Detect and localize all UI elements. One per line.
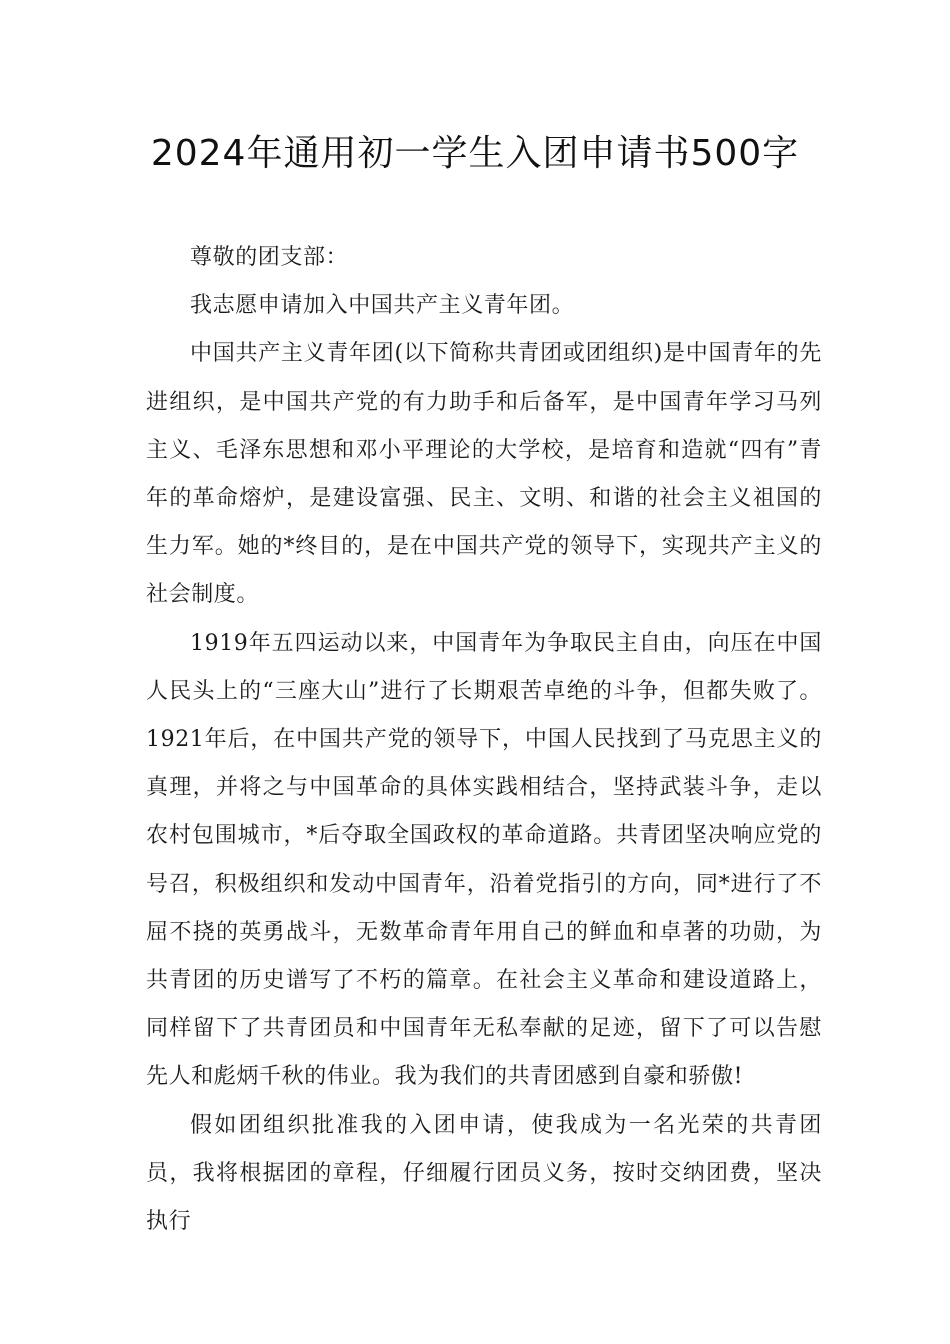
document-title: 2024年通用初一学生入团申请书500字 [150, 133, 800, 174]
paragraph-history: 1919年五四运动以来，中国青年为争取民主自由，向压在中国人民头上的“三座大山”进行了长期艰苦卓绝的斗争，但都失败了。1921年后，在中国共产党的领导下，中国人民找到了马克思主义的真理，并将之与中国革命的具体实践相结合，坚持武装斗争，走以农村包围城市，*后夺取全国政权的革命道路。共青团坚决响应党的号召，积极组织和发动中国青年，沿着党指引的方向，同*进行了不屈不挠的英勇战斗，无数革命青年用自己的鲜血和卓著的功勋，为共青团的历史谱写了不朽的篇章。在社会主义革命和建设道路上，同样留下了共青团员和中国青年无私奉献的足迹，留下了可以告慰先人和彪炳千秋的伟业。我为我们的共青团感到自豪和骄傲! [146, 630, 822, 1090]
document-body [146, 234, 822, 1246]
paragraph-application: 我志愿申请加入中国共产主义青年团。 [190, 293, 575, 319]
paragraph-commitment: 假如团组织批准我的入团申请，使我成为一名光荣的共青团员，我将根据团的章程，仔细履行团员义务，按时交纳团费，坚决执行 [146, 1112, 822, 1235]
salutation: 尊敬的团支部： [190, 245, 349, 270]
paragraph-league-intro: 中国共产主义青年团(以下简称共青团或团组织)是中国青年的先进组织，是中国共产党的有力助手和后备军，是中国青年学习马列主义、毛泽东思想和邓小平理论的大学校，是培育和造就“四有”青年的革命熔炉，是建设富强、民主、文明、和谐的社会主义祖国的生力军。她的*终目的，是在中国共产党的领导下，实现共产主义的社会制度。 [146, 341, 822, 608]
